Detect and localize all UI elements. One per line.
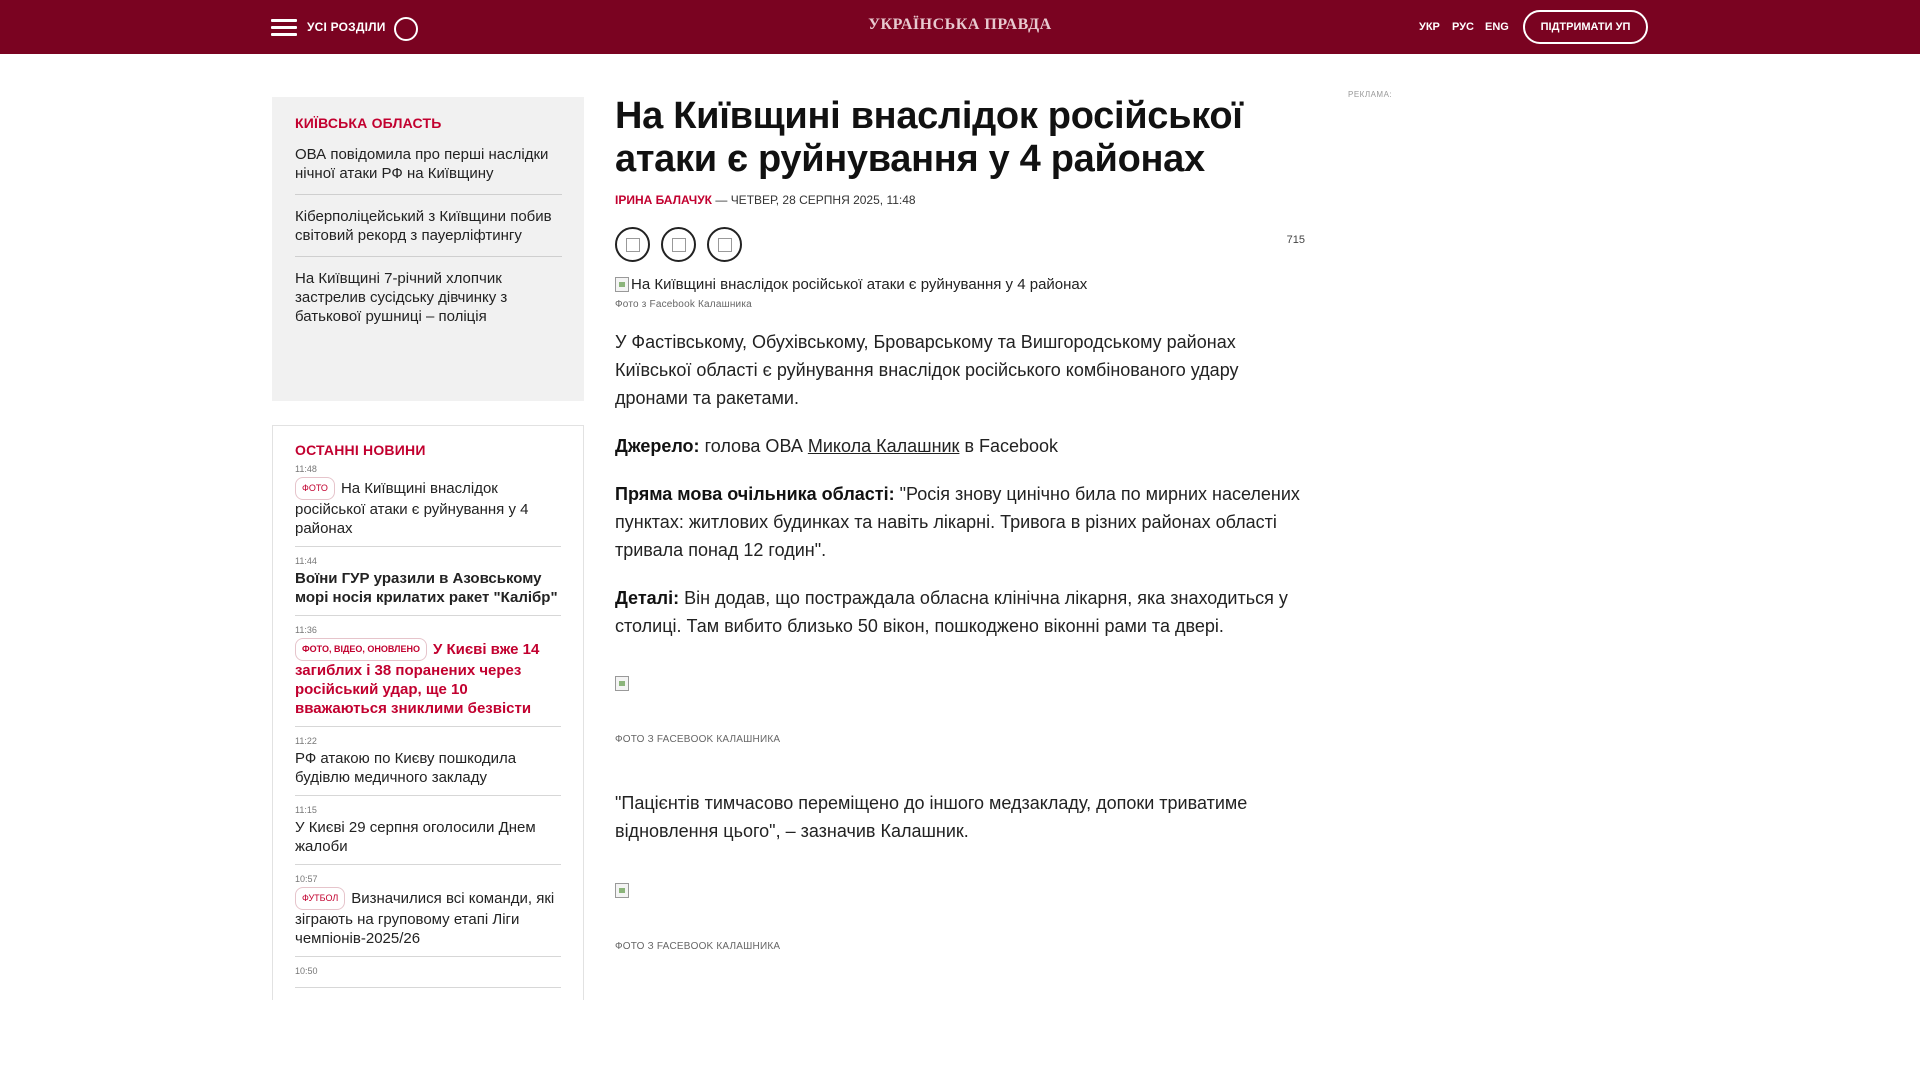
- news-item[interactable]: [295, 805, 561, 865]
- source-label: Джерело:: [615, 436, 700, 456]
- search-icon[interactable]: [394, 17, 418, 41]
- region-news-item[interactable]: Кіберполіцейський з Київщини побив світовий рекорд з пауерліфтингу: [295, 207, 562, 257]
- share-telegram-icon[interactable]: [707, 227, 742, 262]
- news-tag: ФУТБОЛ: [295, 887, 345, 910]
- source-pre: голова ОВА: [699, 436, 808, 456]
- article-headline: На Київщині внаслідок російської атаки є руйнування у 4 районах: [615, 95, 1243, 180]
- photo-caption: ФОТО З FACEBOOK КАЛАШНИКА: [615, 734, 781, 745]
- details-text: Він додав, що постраждала обласна клінічна лікарня, яка знаходиться у столиці. Там вибито близько 50 вікон, пошкоджено віконні рами та двері.: [615, 588, 1288, 636]
- news-item[interactable]: [295, 874, 561, 957]
- quote-label: Пряма мова очільника області:: [615, 484, 895, 504]
- photo-caption: ФОТО З FACEBOOK КАЛАШНИКА: [615, 941, 781, 952]
- latest-news-box: [272, 425, 584, 1000]
- latest-news-title[interactable]: ОСТАННІ НОВИНИ: [295, 442, 426, 458]
- news-title[interactable]: На Київщині внаслідок російської атаки є руйнування у 4 районах: [295, 480, 529, 537]
- article-paragraph: У Фастівському, Обухівському, Броварському та Вишгородському районах Київської області є руйнування внаслідок російського комбінованого удару дронами та ракетами.: [615, 332, 1239, 408]
- lang-eng[interactable]: ENG: [1485, 21, 1509, 33]
- all-sections-link[interactable]: УСІ РОЗДІЛИ: [307, 20, 386, 34]
- news-time: 11:22: [295, 736, 317, 746]
- source-person-link[interactable]: Микола Калашник: [807, 436, 960, 456]
- news-time: 11:36: [295, 625, 317, 635]
- broken-image-icon: [615, 676, 629, 691]
- support-button[interactable]: ПІДТРИМАТИ УП: [1523, 10, 1648, 44]
- article-quote: [615, 480, 1305, 564]
- news-tag: ФОТО: [295, 477, 335, 500]
- news-item[interactable]: [295, 625, 561, 727]
- main-image-alt: На Київщині внаслідок російської атаки є руйнування у 4 районах: [631, 276, 1088, 293]
- news-item[interactable]: [295, 966, 561, 988]
- news-time: 11:15: [295, 805, 317, 815]
- lang-rus[interactable]: РУС: [1452, 21, 1474, 33]
- source-post: в Facebook: [959, 436, 1059, 456]
- region-news-item[interactable]: ОВА повідомила про перші наслідки нічної атаки РФ на Київщину: [295, 145, 562, 195]
- article-photo: [615, 676, 1305, 694]
- news-title[interactable]: Воїни ГУР уразили в Азовському морі носія крилатих ракет "Калібр": [295, 570, 558, 606]
- share-twitter-icon[interactable]: [661, 227, 696, 262]
- news-item[interactable]: [295, 464, 561, 547]
- details-label: Деталі:: [615, 588, 680, 608]
- share-facebook-icon[interactable]: [615, 227, 650, 262]
- news-item[interactable]: [295, 736, 561, 796]
- site-header: [0, 0, 1920, 54]
- quote-text: "Росія знову цинічно била по мирних населених пунктах: житлових будинках та навіть лікарні. Тривога в різних районах області тривала понад 12 годин".: [615, 484, 1300, 560]
- news-time: 11:44: [295, 556, 317, 566]
- article-source: [615, 432, 1305, 460]
- news-time: 10:50: [295, 966, 318, 976]
- article-date: ЧЕТВЕР, 28 СЕРПНЯ 2025, 11:48: [730, 193, 916, 207]
- article-details: [615, 584, 1305, 640]
- menu-icon[interactable]: [271, 19, 297, 37]
- article: [615, 95, 1305, 952]
- news-title[interactable]: У Києві вже 14 загиблих і 38 поранених через російський удар, ще 10 вважаються зниклими безвісти: [295, 641, 540, 717]
- news-title[interactable]: У Києві 29 серпня оголосили Днем жалоби: [295, 819, 536, 855]
- article-photo: [615, 883, 1305, 901]
- article-paragraph: "Пацієнтів тимчасово переміщено до іншого медзакладу, допоки триватиме відновлення цього", – зазначив Калашник.: [615, 793, 1248, 841]
- broken-image-icon: [615, 883, 629, 898]
- broken-image-icon: [615, 277, 629, 292]
- region-news-box: [272, 97, 584, 401]
- news-title[interactable]: РФ атакою по Києву пошкодила будівлю медичного закладу: [295, 750, 517, 786]
- lang-ukr[interactable]: УКР: [1419, 21, 1440, 33]
- news-time: 11:48: [295, 464, 317, 474]
- news-tag: ФОТО, ВІДЕО, ОНОВЛЕНО: [295, 638, 427, 661]
- news-time: 10:57: [295, 874, 318, 884]
- byline-separator: —: [712, 193, 731, 207]
- logo-link[interactable]: УКРАЇНСЬКА ПРАВДА: [868, 16, 1052, 33]
- main-image: [615, 276, 1305, 293]
- ad-label: РЕКЛАМА:: [1348, 90, 1393, 99]
- region-title[interactable]: КИЇВСЬКА ОБЛАСТЬ: [295, 115, 442, 131]
- main-image-caption: Фото з Facebook Калашника: [615, 299, 752, 310]
- author-link[interactable]: ІРИНА БАЛАЧУК: [615, 193, 713, 207]
- region-news-item[interactable]: На Київщині 7-річний хлопчик застрелив сусідську дівчинку з батькової рушниці – поліція: [295, 270, 508, 325]
- news-title[interactable]: Визначилися всі команди, які зіграють на груповому етапі Ліги чемпіонів-2025/26: [295, 890, 555, 947]
- news-item[interactable]: [295, 556, 561, 616]
- share-bar: [615, 227, 1305, 263]
- article-byline: [615, 193, 1305, 207]
- view-count: 715: [1286, 234, 1305, 246]
